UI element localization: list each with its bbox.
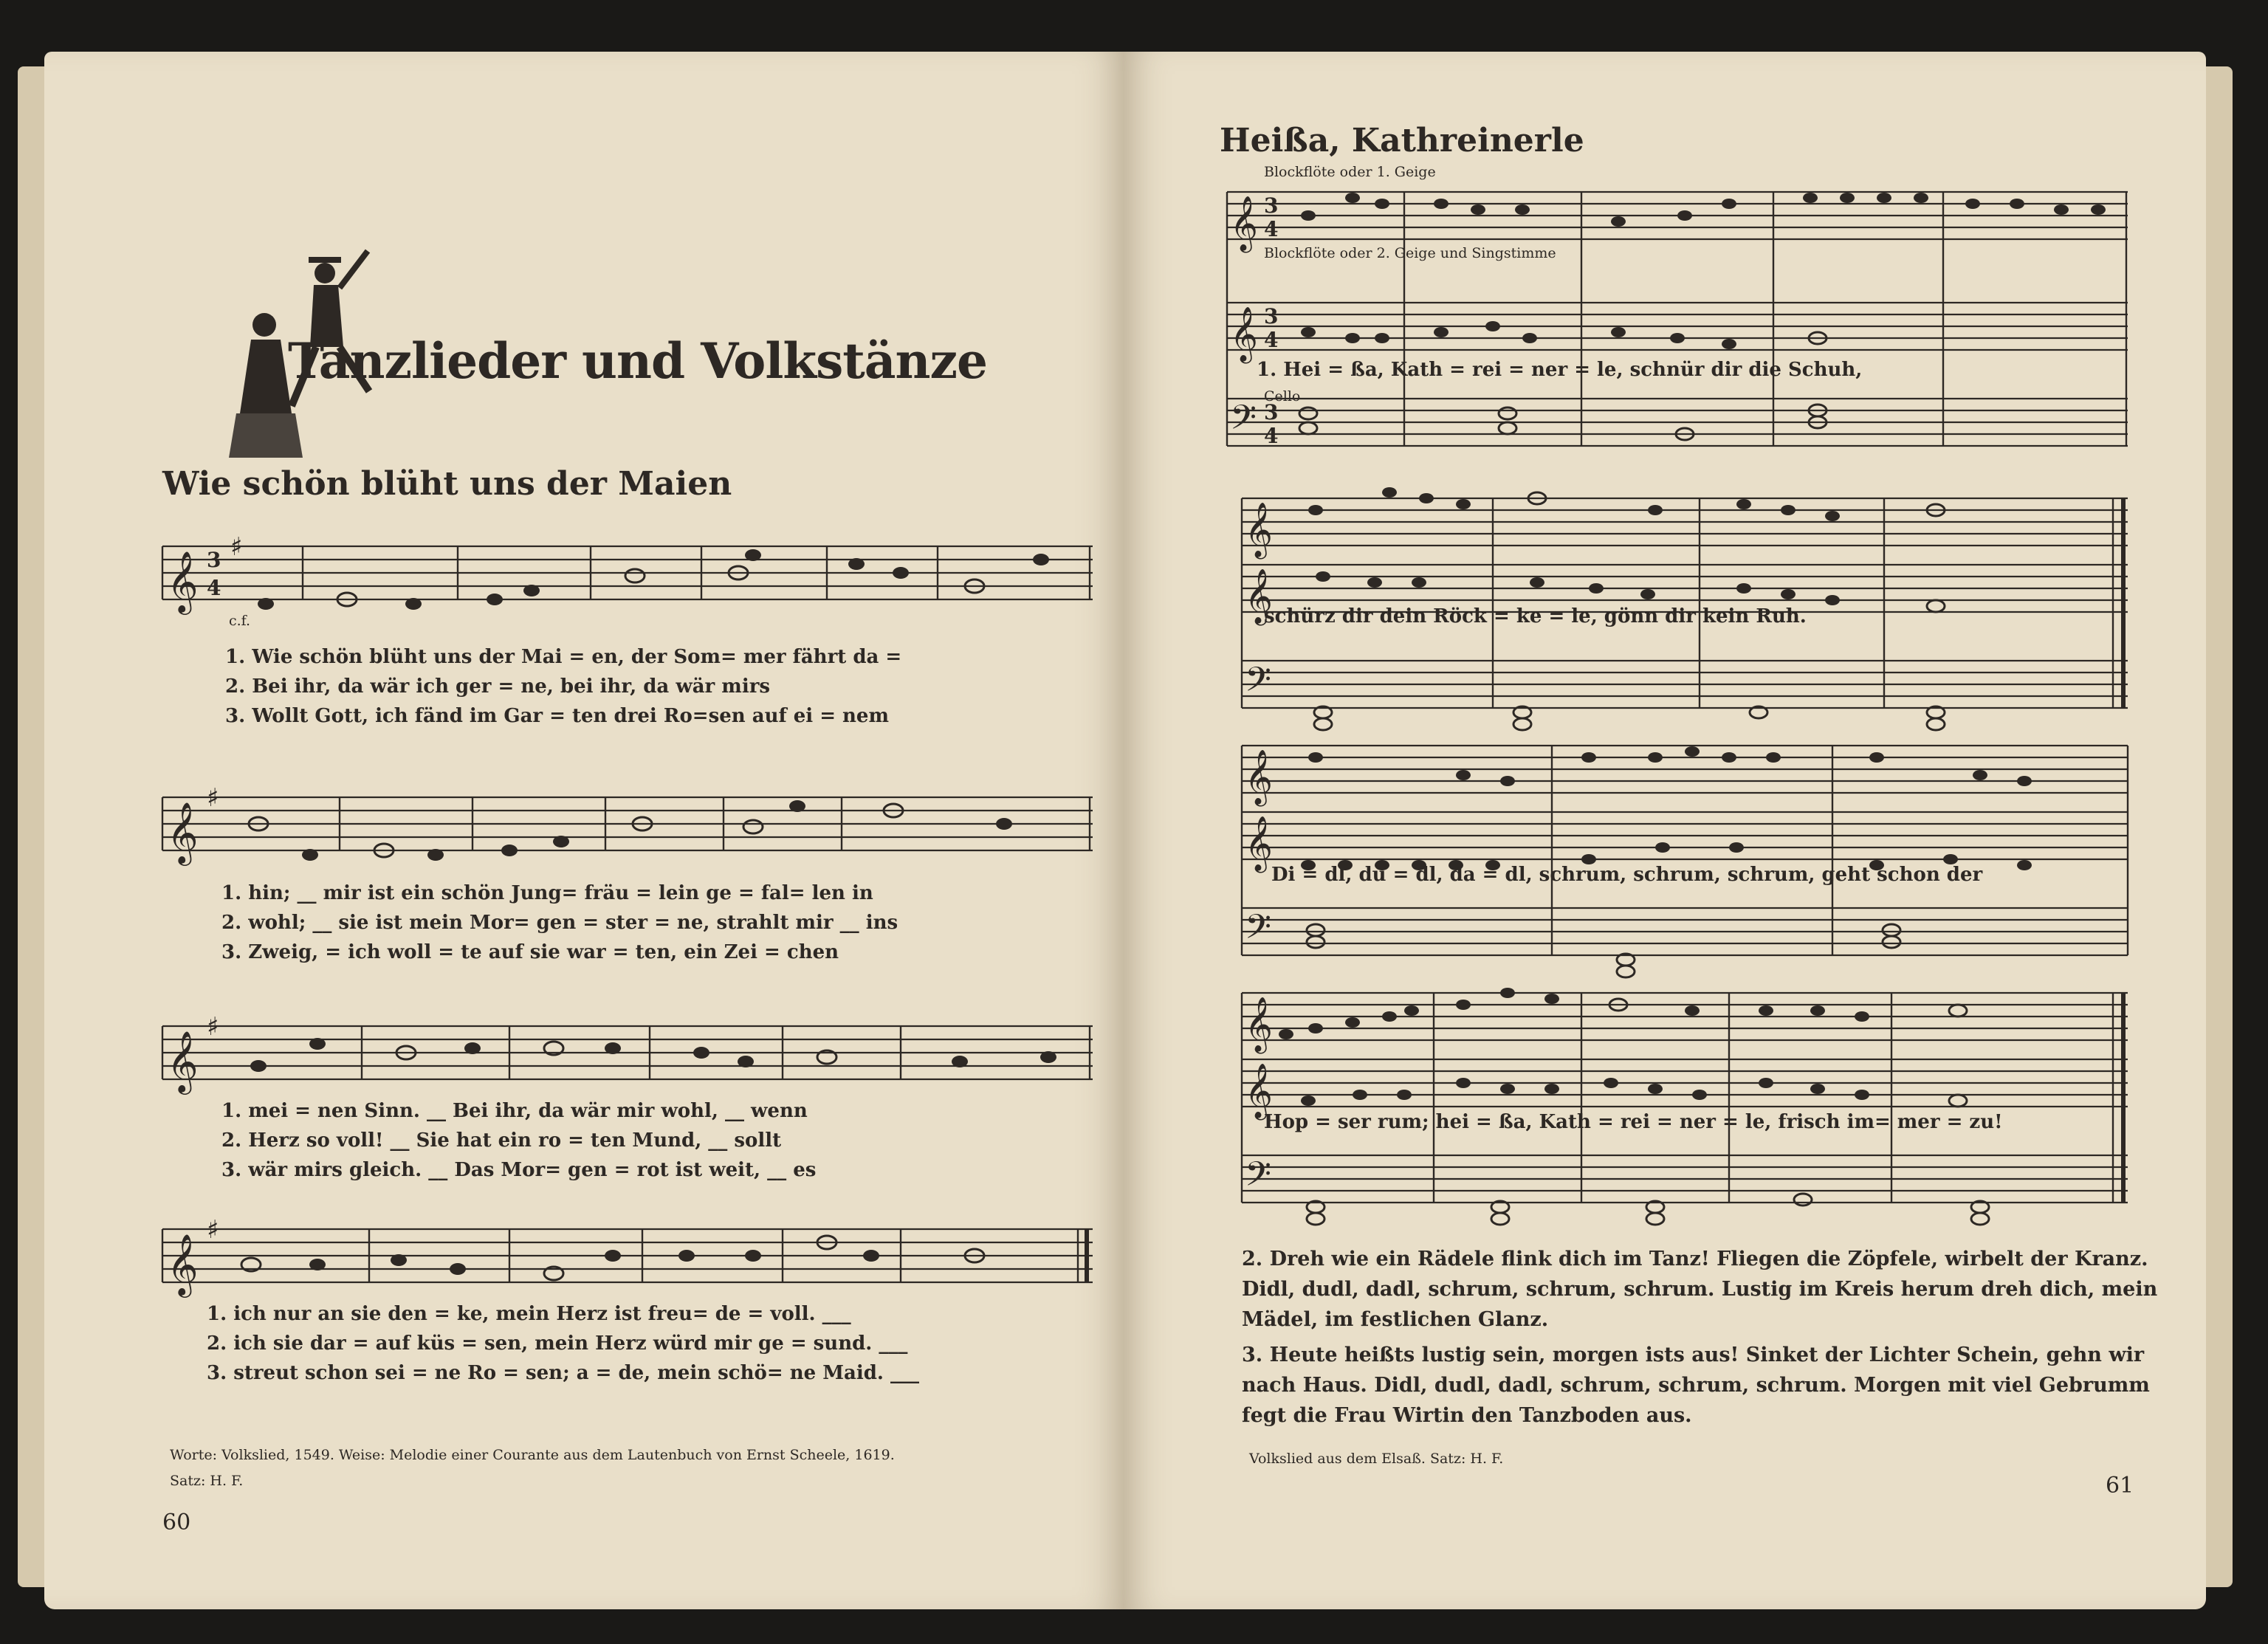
arrangement-left: Satz: H. F. — [170, 1473, 244, 1489]
staff-left-1 — [162, 532, 1093, 642]
section-heading: Tanzlieder und Volkstänze — [288, 332, 987, 390]
cf-label: c.f. — [229, 613, 251, 629]
page-number-left: 60 — [162, 1510, 191, 1535]
page-number-right: 61 — [2106, 1473, 2134, 1499]
svg-text:3: 3 — [207, 548, 221, 572]
svg-text:4: 4 — [1264, 424, 1279, 448]
lyric-line: 2. wohl; __ sie ist mein Mor= gen = ster = ne, strahlt mir __ ins — [221, 912, 898, 934]
lyric-line: 3. Wollt Gott, ich fänd im Gar = ten drei Ro=sen auf ei = nem — [225, 705, 889, 727]
svg-text:𝄢: 𝄢 — [1245, 1155, 1272, 1203]
lyric-line: 1. mei = nen Sinn. __ Bei ihr, da wär mir wohl, __ wenn — [221, 1100, 808, 1122]
right-page — [1124, 52, 2206, 1609]
svg-text:𝄞: 𝄞 — [1245, 503, 1273, 557]
instrument-label-3: Cello — [1264, 388, 1301, 405]
lyric-right-2: schürz dir dein Röck = ke = le, gönn dir kein Ruh. — [1264, 605, 1807, 627]
lyric-line: 1. ich nur an sie den = ke, mein Herz ist freu= de = voll. ___ — [207, 1303, 851, 1325]
svg-text:♯: ♯ — [207, 1215, 219, 1245]
credits-right: Volkslied aus dem Elsaß. Satz: H. F. — [1249, 1451, 1504, 1467]
page-stack-edge-right — [2203, 66, 2233, 1587]
score-right-4 — [1242, 978, 2128, 1229]
lyric-line: 2. Bei ihr, da wär ich ger = ne, bei ihr, da wär mirs — [225, 675, 771, 698]
svg-text:4: 4 — [207, 576, 221, 600]
lyric-right-4: Hop = ser rum; hei = ßa, Kath = rei = ner = le, frisch im= mer = zu! — [1264, 1111, 2003, 1133]
svg-text:𝄢: 𝄢 — [1245, 660, 1272, 708]
svg-text:𝄞: 𝄞 — [1245, 816, 1273, 871]
verse-3: 3. Heute heißts lustig sein, morgen ists aus! Sinket der Lichter Schein, gehn wir nach Haus. Didl, dudl, dadl, schrum, schrum, schrum. Morgen mit viel Gebrumm fegt die Frau Wirtin den Tanzboden aus. — [1242, 1344, 2150, 1427]
verse-2: 2. Dreh wie ein Rädele flink dich im Tanz! Fliegen die Zöpfele, wirbelt der Kranz. Didl, dudl, dadl, schrum, schrum, schrum. Lustig im Kreis herum dreh dich, mein Mädel, im festlichen Glanz. — [1242, 1248, 2158, 1331]
svg-text:3: 3 — [1264, 304, 1279, 329]
svg-text:♯: ♯ — [207, 783, 219, 813]
instrument-label-2: Blockflöte oder 2. Geige und Singstimme — [1264, 245, 1556, 261]
svg-text:𝄞: 𝄞 — [1245, 750, 1273, 805]
staff-left-2 — [162, 783, 1093, 893]
svg-text:3: 3 — [1264, 193, 1279, 218]
left-page — [44, 52, 1124, 1609]
lyric-line: 2. Herz so voll! __ Sie hat ein ro = ten Mund, __ sollt — [221, 1129, 782, 1152]
svg-text:♯: ♯ — [207, 1012, 219, 1042]
song-title-right: Heißa, Kathreinerle — [1220, 122, 1584, 159]
svg-text:𝄞: 𝄞 — [1245, 569, 1273, 624]
lyric-line: 1. Wie schön blüht uns der Mai = en, der Som= mer fährt da = — [225, 646, 902, 668]
svg-text:𝄞: 𝄞 — [167, 801, 199, 863]
page-stack-edge-left — [18, 66, 47, 1587]
svg-text:𝄞: 𝄞 — [1245, 1064, 1273, 1118]
song-title-left: Wie schön blüht uns der Maien — [162, 465, 732, 503]
score-right-3 — [1242, 731, 2128, 982]
lyric-line: 3. Zweig, = ich woll = te auf sie war = ten, ein Zei = chen — [221, 941, 839, 963]
instrument-label-1: Blockflöte oder 1. Geige — [1264, 164, 1436, 180]
svg-text:𝄞: 𝄞 — [167, 1030, 199, 1092]
lyric-right-3: Di = dl, du = dl, da = dl, schrum, schrum, schrum, geht schon der — [1271, 864, 1983, 886]
lyric-line: 3. streut schon sei = ne Ro = sen; a = de, mein schö= ne Maid. ___ — [207, 1362, 920, 1384]
svg-text:𝄞: 𝄞 — [1245, 997, 1273, 1052]
svg-text:♯: ♯ — [230, 532, 243, 562]
lyric-line: 2. ich sie dar = auf küs = sen, mein Herz würd mir ge = sund. ___ — [207, 1332, 908, 1355]
lyric-line: 1. hin; __ mir ist ein schön Jung= fräu = lein ge = fal= len in — [221, 882, 873, 904]
score-right-1 — [1227, 177, 2128, 458]
svg-text:𝄢: 𝄢 — [1230, 398, 1257, 446]
svg-text:𝄞: 𝄞 — [1230, 307, 1258, 362]
svg-text:𝄞: 𝄞 — [1230, 196, 1258, 251]
credits-left: Worte: Volkslied, 1549. Weise: Melodie einer Courante aus dem Lautenbuch von Ernst Scheele, 1619. — [170, 1447, 895, 1463]
svg-text:𝄢: 𝄢 — [1245, 907, 1272, 955]
lyric-line: 3. wär mirs gleich. __ Das Mor= gen = rot ist weit, __ es — [221, 1159, 817, 1181]
svg-text:4: 4 — [1264, 328, 1279, 352]
svg-text:𝄞: 𝄞 — [167, 1233, 199, 1295]
lyric-right-1: 1. Hei = ßa, Kath = rei = ner = le, schnür dir die Schuh, — [1257, 359, 1863, 381]
svg-text:3: 3 — [1264, 400, 1279, 424]
svg-text:𝄞: 𝄞 — [167, 550, 199, 612]
svg-text:4: 4 — [1264, 217, 1279, 241]
